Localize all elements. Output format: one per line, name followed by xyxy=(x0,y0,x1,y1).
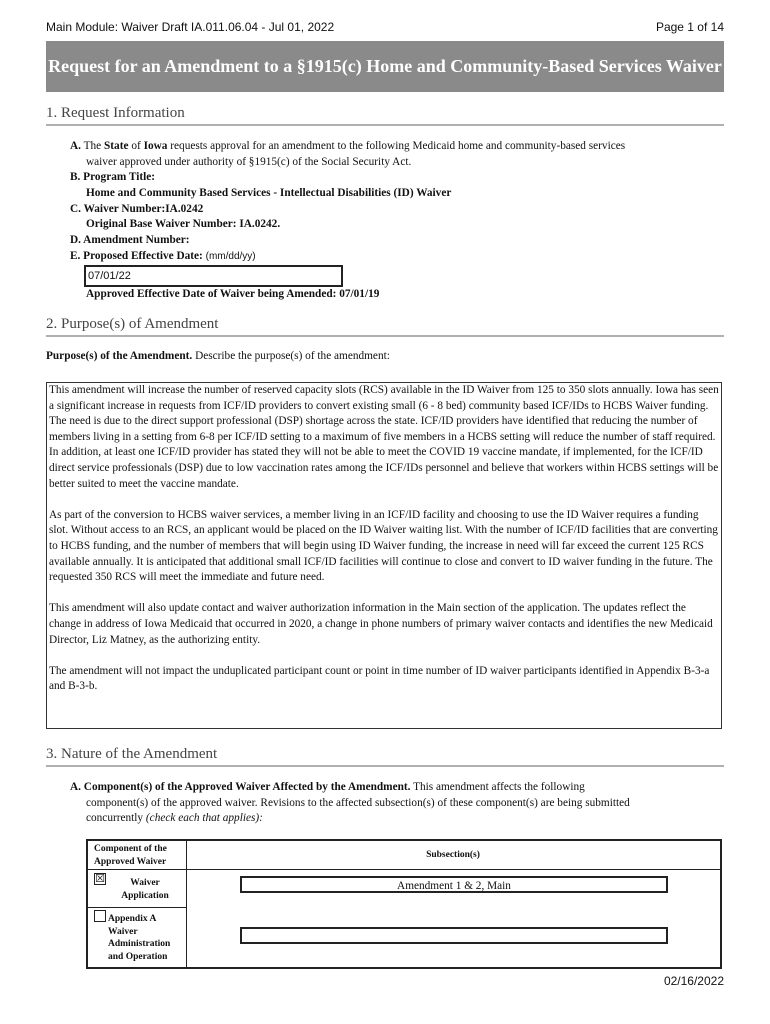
row-label-waiver-application: Waiver Application xyxy=(121,878,169,901)
page-header xyxy=(46,20,724,34)
request-line-a-cont: waiver approved under authority of §1915(c) of the Social Security Act. xyxy=(86,156,412,168)
footer-date: 02/16/2022 xyxy=(663,974,724,988)
table-header-component: Component of the Approved Waiver xyxy=(94,844,167,867)
component-intro-line1: A. Component(s) of the Approved Waiver Affected by the Amendment. This amendment affects the following xyxy=(70,781,585,793)
document-title: Request for an Amendment to a §1915(c) Home and Community-Based Services Waiver xyxy=(46,41,724,92)
table-header-subsections: Subsection(s) xyxy=(426,850,480,860)
module-label: Main Module: Waiver Draft IA.011.06.04 - Jul 01, 2022 xyxy=(46,20,335,34)
purpose-paragraph: This amendment will also update contact and waiver authorization information in the Main section of the application. The updates reflect the change in address of Iowa Medicaid that occurred in 2020, a change in phone numbers of primary waiver contacts and identifies the new Medicaid Director, Liz Matney, as the authorizing entity. xyxy=(49,602,713,646)
section-heading-request-information: 1. Request Information xyxy=(46,105,724,126)
component-intro-line2: component(s) of the approved waiver. Revisions to the affected subsection(s) of these component(s) are being submitted xyxy=(86,797,630,809)
row-label-appendix-a: Appendix A Waiver Administration and Operation xyxy=(108,914,171,962)
waiver-number: C. Waiver Number:IA.0242 xyxy=(70,203,204,215)
purpose-text-area[interactable] xyxy=(46,382,722,729)
section-heading-nature: 3. Nature of the Amendment xyxy=(46,746,724,767)
program-title-label: B. Program Title: xyxy=(70,171,156,183)
purpose-paragraph: As part of the conversion to HCBS waiver services, a member living in an ICF/ID facility and choosing to use the ID Waiver requires a funding slot. Without access to an RCS, an applicant would be placed on the ID Waiver waiting list. With the number of ICF/ID facilities that are converting to HCBS funding, and the number of members that will begin using ID Waiver funding, the increase in need will far exceed the current 125 RCS available annually. It is anticipated that additional small ICF/ID facilities will continue to close and convert to ID waiver funding in the future. The requested 350 RCS will meet the immediate and future need. xyxy=(49,508,718,584)
amendment-number-label: D. Amendment Number: xyxy=(70,234,190,246)
effective-date-field[interactable]: 07/01/22 xyxy=(84,265,343,287)
checkbox-appendix-a[interactable] xyxy=(94,910,106,922)
program-title-value: Home and Community Based Services - Intellectual Disabilities (ID) Waiver xyxy=(86,187,452,199)
request-line-a: A. The State of Iowa requests approval for an amendment to the following Medicaid home and community-based services xyxy=(70,140,626,152)
section-heading-purpose: 2. Purpose(s) of Amendment xyxy=(46,316,724,337)
purpose-prompt: Purpose(s) of the Amendment. Describe the purpose(s) of the amendment: xyxy=(46,350,390,362)
purpose-paragraph: The amendment will not impact the unduplicated participant count or point in time number of ID waiver participants identified in Appendix B-3-a and B-3-b. xyxy=(49,664,710,693)
component-intro-line3: concurrently (check each that applies): xyxy=(86,812,263,824)
table-header-line xyxy=(88,869,720,870)
checkbox-waiver-application[interactable]: ☒ xyxy=(95,872,105,885)
approved-effective-date: Approved Effective Date of Waiver being Amended: 07/01/19 xyxy=(86,288,380,300)
original-waiver-number: Original Base Waiver Number: IA.0242. xyxy=(86,218,281,230)
subsection-field-waiver-application[interactable]: Amendment 1 & 2, Main xyxy=(240,876,668,893)
purpose-paragraph: This amendment will increase the number of reserved capacity slots (RCS) available in the ID Waiver from 125 to 350 slots annually. Iowa has seen a significant increase in requests from ICF/ID providers to convert existing small (6 - 8 bed) community based ICF/IDs to HCBS Waiver funding. The need is due to the direct support professional (DSP) shortage across the state. ICF/ID providers have identified that reducing the number of members living in a setting from 6-8 per ICF/ID setting to a maximum of five members in a HCBS setting will reduce the number of staff required. In addition, at least one ICF/ID provider has stated they will not be able to meet the COVID 19 vaccine mandate, if implemented, for the ICF/ID direct service professionals (DSP) due to low vaccination rates among the ICF/IDs personnel and believe that workers within HCBS settings will be better suited to meet the vaccine mandate. xyxy=(49,384,719,490)
effective-date-label: E. Proposed Effective Date: (mm/dd/yy) xyxy=(70,250,256,262)
table-row-line xyxy=(88,907,186,908)
subsection-field-appendix-a[interactable] xyxy=(240,927,668,944)
component-table xyxy=(86,839,722,969)
page-number: Page 1 of 14 xyxy=(655,20,724,34)
